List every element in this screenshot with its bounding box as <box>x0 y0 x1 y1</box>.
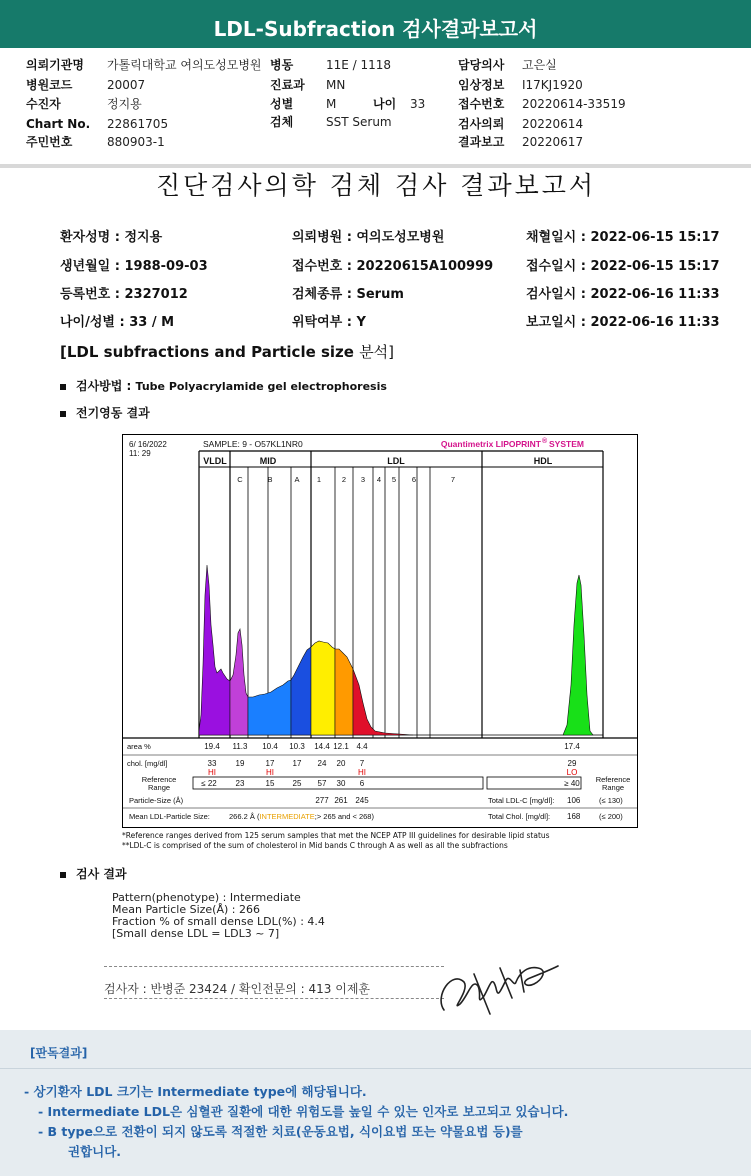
bullet-icon <box>60 411 66 417</box>
interpretation-line-1: - 상기환자 LDL 크기는 Intermediate type에 해당됩니다. <box>24 1084 367 1099</box>
test-method: 검사방법 : Tube Polyacrylamide gel electrophoresis <box>60 377 387 394</box>
mid-c-peak <box>230 629 248 735</box>
field-accession-no: 접수번호 <box>458 97 505 111</box>
field-sex: 성별 <box>270 97 294 111</box>
row-label-particle-size: Particle-Size (Å) <box>129 796 184 805</box>
sex-value: M <box>326 97 337 111</box>
brand-name: Quantimetrix LIPOPRINT <box>440 439 541 449</box>
area-value-2: 10.4 <box>262 742 278 751</box>
bullet-icon <box>60 384 66 390</box>
chol-value-3: 17 <box>292 759 302 768</box>
field-requesting-institution: 의뢰기관명 <box>26 58 84 72</box>
request-info-header <box>0 54 751 164</box>
row-label-area: area % <box>127 742 151 751</box>
ldl3-peak <box>353 669 413 735</box>
divider-top <box>104 966 444 967</box>
field-department: 진료과 <box>270 78 305 92</box>
specimen-value: SST Serum <box>326 115 392 129</box>
department-value: MN <box>326 78 346 92</box>
patient-name: 환자성명 : 정지용 <box>60 230 163 245</box>
interpretation-heading: [판독결과] <box>30 1046 88 1060</box>
band-label-B: B <box>267 475 273 484</box>
area-value-4: 14.4 <box>314 742 330 751</box>
mean-size-value <box>229 812 374 821</box>
received-datetime: 접수일시 : 2022-06-15 15:17 <box>526 259 720 274</box>
registration-number: 등록번호 : 2327012 <box>60 287 188 302</box>
total-chol-reference: (≤ 200) <box>599 812 623 821</box>
mean-class-open: ( <box>256 812 260 821</box>
interpretation-panel <box>0 1030 751 1176</box>
mean-size-number: 266.2 Å <box>229 812 257 821</box>
area-value-5: 12.1 <box>333 742 349 751</box>
band-label-4: 4 <box>376 475 382 484</box>
footnote-2: **LDL-C is comprised of the sum of cholesterol in Mid bands C through A as well as all the subfractions <box>122 840 508 850</box>
band-label-1: 1 <box>316 475 322 484</box>
section-heading: [LDL subfractions and Particle size 분석] <box>60 343 395 361</box>
area-value-hdl: 17.4 <box>564 742 580 751</box>
referral-status: 위탁여부 : Y <box>292 315 366 330</box>
clinical-info-value: I17KJ1920 <box>522 78 583 92</box>
mean-size-line: Mean Particle Size(Å) : 266 <box>112 903 260 916</box>
field-patient: 수진자 <box>26 97 61 111</box>
group-label-vldl: VLDL <box>203 456 227 466</box>
ref-value-5: 30 <box>336 779 346 788</box>
requesting-hospital: 의뢰병원 : 여의도성모병원 <box>292 230 445 245</box>
footnote-1: *Reference ranges derived from 125 serum samples that met the NCEP ATP III guidelines for desirable lipid status <box>122 831 550 840</box>
band-label-2: 2 <box>341 475 347 484</box>
particle-size-0: 277 <box>315 796 329 805</box>
small-dense-fraction-line: Fraction % of small dense LDL(%) : 4.4 <box>112 915 325 928</box>
ref-value-1: 23 <box>235 779 245 788</box>
field-specimen: 검체 <box>270 115 294 129</box>
ref-value-3: 25 <box>292 779 302 788</box>
field-resident-no: 주민번호 <box>26 135 73 149</box>
total-chol-value: 168 <box>567 812 581 821</box>
group-label-mid: MID <box>259 456 277 466</box>
lab-report-document <box>26 168 726 1026</box>
chart-no-value: 22861705 <box>107 117 169 131</box>
total-ldl-reference: (≤ 130) <box>599 796 623 805</box>
band-label-A: A <box>294 475 300 484</box>
bullet-icon <box>60 872 66 878</box>
area-value-1: 11.3 <box>232 742 248 751</box>
interpretation-line-2: - Intermediate LDL은 심혈관 질환에 대한 위험도를 높일 수 있는 인자로 보고되고 있습니다. <box>38 1104 569 1119</box>
field-hospital-code: 병원코드 <box>26 78 73 92</box>
ldl2-peak <box>335 649 353 735</box>
area-value-0: 19.4 <box>204 742 220 751</box>
ldl1-peak <box>311 641 335 735</box>
pattern-line: Pattern(phenotype) : Intermediate <box>112 891 301 904</box>
row-label-chol: chol. [mg/dl] <box>127 759 168 768</box>
resident-no-value: 880903-1 <box>107 135 165 149</box>
accession-no-value: 20220614-33519 <box>522 97 626 111</box>
chol-value-0: 33 <box>207 759 217 768</box>
requesting-institution-value: 가톨릭대학교 여의도성모병원 <box>107 58 262 72</box>
band-label-5: 5 <box>391 475 397 484</box>
group-label-hdl: HDL <box>533 456 553 466</box>
chol-value-2: 17 <box>265 759 275 768</box>
hospital-code-value: 20007 <box>107 78 146 92</box>
chart-time: 11: 29 <box>129 449 151 458</box>
mean-size-class: INTERMEDIATE <box>259 812 315 821</box>
area-value-3: 10.3 <box>289 742 305 751</box>
interpretation-line-3: - B type으로 전환이 되지 않도록 적절한 치료(운동요법, 식이요법 또는 약물요법 등)를 <box>38 1124 523 1139</box>
area-value-6: 4.4 <box>356 742 368 751</box>
field-ward: 병동 <box>270 58 294 72</box>
sample-id: SAMPLE: 9 - O57KL1NR0 <box>203 439 303 449</box>
chol-flag-2: HI <box>266 768 274 777</box>
mean-class-range: ;> 265 and < 268) <box>314 812 374 821</box>
doctor-value: 고은실 <box>522 58 557 72</box>
result-summary <box>112 892 325 940</box>
chol-value-6: 7 <box>359 759 365 768</box>
result-heading: 검사 결과 <box>60 865 127 882</box>
brand-suffix: SYSTEM <box>549 439 584 449</box>
ref-value-6: 6 <box>359 779 365 788</box>
total-chol-label: Total Chol. [mg/dl]: <box>488 812 551 821</box>
lab-report-title: 진단검사의학 검체 검사 결과보고서 <box>155 171 597 200</box>
chol-value-4: 24 <box>317 759 327 768</box>
ward-value: 11E / 1118 <box>326 58 392 72</box>
mid-b-peak <box>248 680 291 735</box>
total-ldl-value: 106 <box>567 796 581 805</box>
band-label-C: C <box>237 475 243 484</box>
test-request-value: 20220614 <box>522 117 584 131</box>
chol-value-5: 20 <box>336 759 346 768</box>
chol-flag-0: HI <box>208 768 216 777</box>
particle-size-2: 245 <box>355 796 369 805</box>
specimen-type: 검체종류 : Serum <box>292 287 404 302</box>
report-title-bar <box>0 0 751 48</box>
field-test-request: 검사의뢰 <box>458 117 505 131</box>
patient-value: 정지용 <box>107 97 142 111</box>
age-sex: 나이/성별 : 33 / M <box>60 315 175 330</box>
birth-date: 생년월일 : 1988-09-03 <box>60 259 208 274</box>
band-label-3: 3 <box>360 475 366 484</box>
chol-flag-6: HI <box>358 768 366 777</box>
small-dense-definition-line: [Small dense LDL = LDL3 ~ 7] <box>112 927 280 940</box>
field-doctor: 담당의사 <box>458 58 505 72</box>
divider-bottom <box>104 998 444 999</box>
chart-date: 6/ 16/2022 <box>129 440 167 449</box>
test-datetime: 검사일시 : 2022-06-16 11:33 <box>526 287 720 302</box>
electrophoresis-heading: 전기영동 결과 <box>60 404 150 421</box>
row-label-reference: Reference <box>141 775 177 784</box>
vldl-peak <box>199 565 230 735</box>
ref-value-2: 15 <box>265 779 275 788</box>
total-ldl-label: Total LDL-C [mg/dl]: <box>488 796 555 805</box>
chol-flag-hdl: LO <box>566 768 578 777</box>
report-datetime: 보고일시 : 2022-06-16 11:33 <box>526 315 720 330</box>
row-label-mean-size: Mean LDL-Particle Size: <box>129 812 210 821</box>
interpretation-line-4: 권합니다. <box>68 1144 122 1159</box>
report-title: LDL-Subfraction 검사결과보고서 <box>213 17 538 41</box>
chol-value-1: 19 <box>235 759 245 768</box>
brand-mark: ® <box>542 438 548 445</box>
field-clinical-info: 임상정보 <box>458 78 505 92</box>
inspector-line: 검사자 : 반병준 23424 / 확인전문의 : 413 이제훈 <box>104 982 371 996</box>
accession-number: 접수번호 : 20220615A100999 <box>292 259 494 274</box>
hdl-peak <box>563 575 593 735</box>
group-label-ldl: LDL <box>387 456 405 466</box>
field-result-report: 결과보고 <box>458 135 505 149</box>
ref-value-hdl: ≥ 40 <box>564 779 580 788</box>
chol-value-hdl: 29 <box>567 759 577 768</box>
field-age: 나이 <box>373 97 397 111</box>
signature-image <box>430 952 560 1022</box>
right-range-label: Range <box>601 783 625 792</box>
band-label-7: 7 <box>450 475 456 484</box>
band-label-6: 6 <box>411 475 417 484</box>
field-chart-no: Chart No. <box>26 117 91 131</box>
particle-size-1: 261 <box>334 796 348 805</box>
lipoprint-svg <box>123 435 637 827</box>
age-value: 33 <box>410 97 426 111</box>
lipoprint-chart <box>122 434 638 828</box>
right-reference-label: Reference <box>595 775 631 784</box>
interpretation-rule <box>0 1068 751 1069</box>
collection-datetime: 채혈일시 : 2022-06-15 15:17 <box>526 230 720 245</box>
mid-a-peak <box>291 647 311 735</box>
ref-value-0: ≤ 22 <box>201 779 217 788</box>
result-report-value: 20220617 <box>522 135 584 149</box>
row-label-range: Range <box>147 783 171 792</box>
ref-value-4: 57 <box>317 779 327 788</box>
chart-footnotes <box>122 831 642 850</box>
